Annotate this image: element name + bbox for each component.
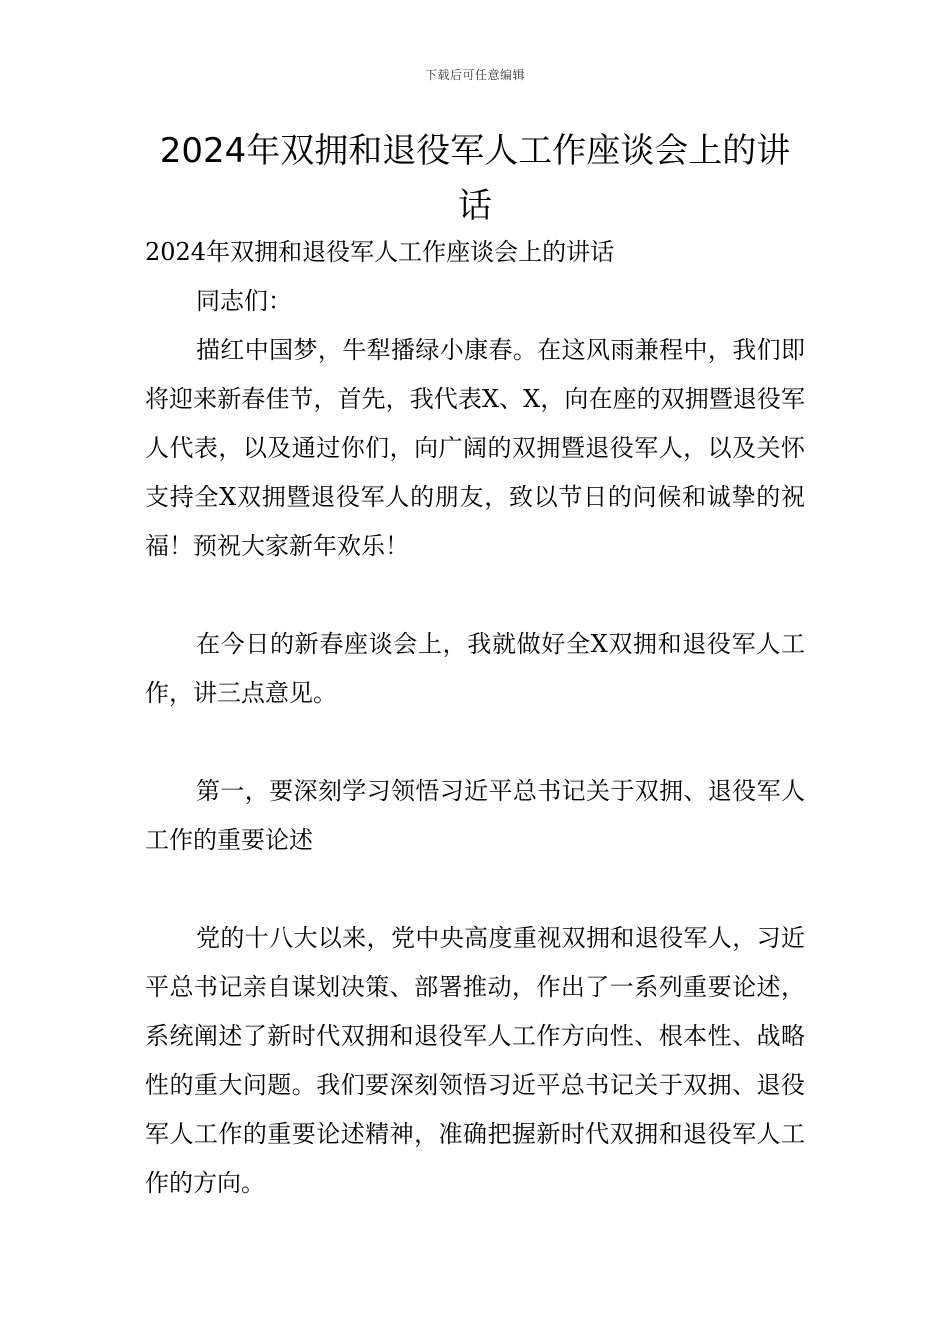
header-note: 下载后可任意编辑 <box>424 68 525 82</box>
salutation: 同志们： <box>196 287 292 315</box>
paragraph-spacer <box>145 865 805 914</box>
subtitle-line: 2024年双拥和退役军人工作座谈会上的讲话 <box>145 238 615 266</box>
paragraph-body: 党的十八大以来，党中央高度重视双拥和退役军人，习近平总书记亲自谋划决策、部署推动，作出了一系列重要论述，系统阐述了新时代双拥和退役军人工作方向性、根本性、战略性的重大问题。我们要深刻领悟习近平总书记关于双拥、退役军人工作的重要论述精神，准确把握新时代双拥和退役军人工作的方向。 <box>145 924 805 1197</box>
paragraph-spacer <box>145 571 805 620</box>
paragraph-greeting: 描红中国梦，牛犁播绿小康春。在这风雨兼程中，我们即将迎来新春佳节，首先，我代表X、X，向在座的双拥暨退役军人代表，以及通过你们，向广阔的双拥暨退役军人，以及关怀支持全X双拥暨退役军人的朋友，致以节日的问候和诚挚的祝福！预祝大家新年欢乐！ <box>145 336 805 560</box>
paragraph-intro: 在今日的新春座谈会上，我就做好全X双拥和退役军人工作，讲三点意见。 <box>145 630 805 707</box>
document-title: 2024年双拥和退役军人工作座谈会上的讲话 <box>159 131 791 226</box>
paragraph-spacer <box>145 718 805 767</box>
section-heading-first: 第一，要深刻学习领悟习近平总书记关于双拥、退役军人工作的重要论述 <box>145 777 805 854</box>
document-body <box>145 228 805 1208</box>
